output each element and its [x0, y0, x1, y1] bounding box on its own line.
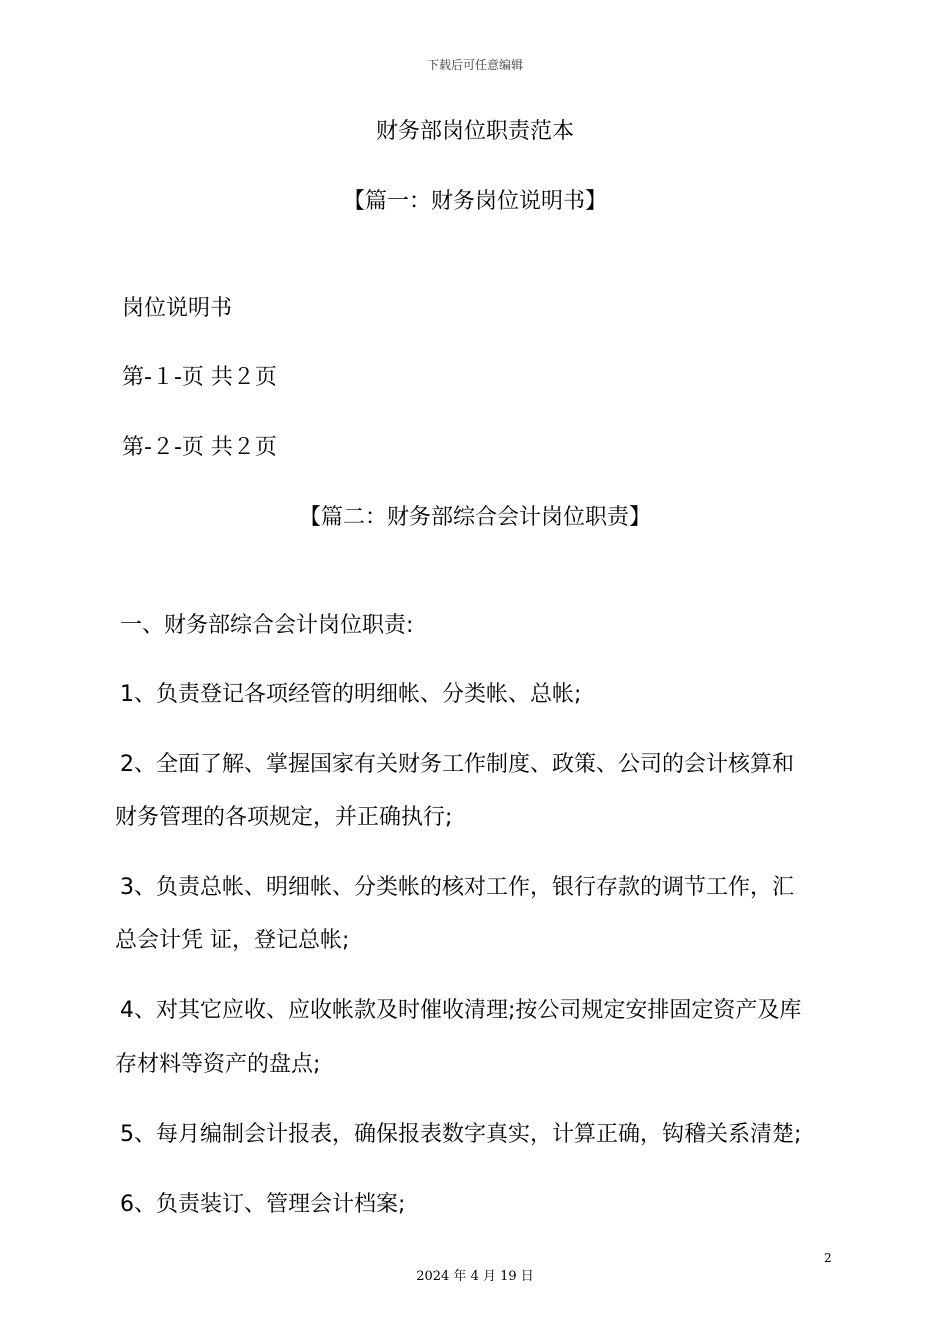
document-title: 财务部岗位职责范本 [375, 119, 574, 144]
paragraph-line: 第-１-页 共２页 [122, 365, 277, 390]
paragraph-line: 6、负责装订、管理会计档案; [120, 1192, 406, 1217]
paragraph-line: 2、全面了解、掌握国家有关财务工作制度、政策、公司的会计核算和 [120, 752, 794, 777]
paragraph-line: 3、负责总帐、明细帐、分类帐的核对工作，银行存款的调节工作，汇 [120, 875, 794, 900]
paragraph-line: 一、财务部综合会计岗位职责: [120, 613, 414, 638]
header-note: 下载后可任意编辑 [426, 58, 523, 72]
section-heading-part1: 【篇一：财务岗位说明书】 [342, 189, 607, 214]
section-heading-part2: 【篇二：财务部综合会计岗位职责】 [298, 505, 651, 530]
paragraph-line: 岗位说明书 [122, 296, 233, 321]
paragraph-line: 4、对其它应收、应收帐款及时催收清理;按公司规定安排固定资产及库 [120, 998, 802, 1023]
paragraph-line: 财务管理的各项规定，并正确执行; [115, 805, 453, 830]
page-number: 2 [824, 1251, 832, 1265]
paragraph-line: 1、负责登记各项经管的明细帐、分类帐、总帐; [120, 682, 582, 707]
paragraph-line: 5、每月编制会计报表，确保报表数字真实，计算正确，钩稽关系清楚; [120, 1122, 802, 1147]
paragraph-line: 第-２-页 共２页 [122, 435, 277, 460]
footer-date: 2024 年 4 月 19 日 [416, 1269, 534, 1284]
paragraph-line: 总会计凭 证，登记总帐; [115, 928, 350, 953]
paragraph-line: 存材料等资产的盘点; [115, 1052, 321, 1077]
